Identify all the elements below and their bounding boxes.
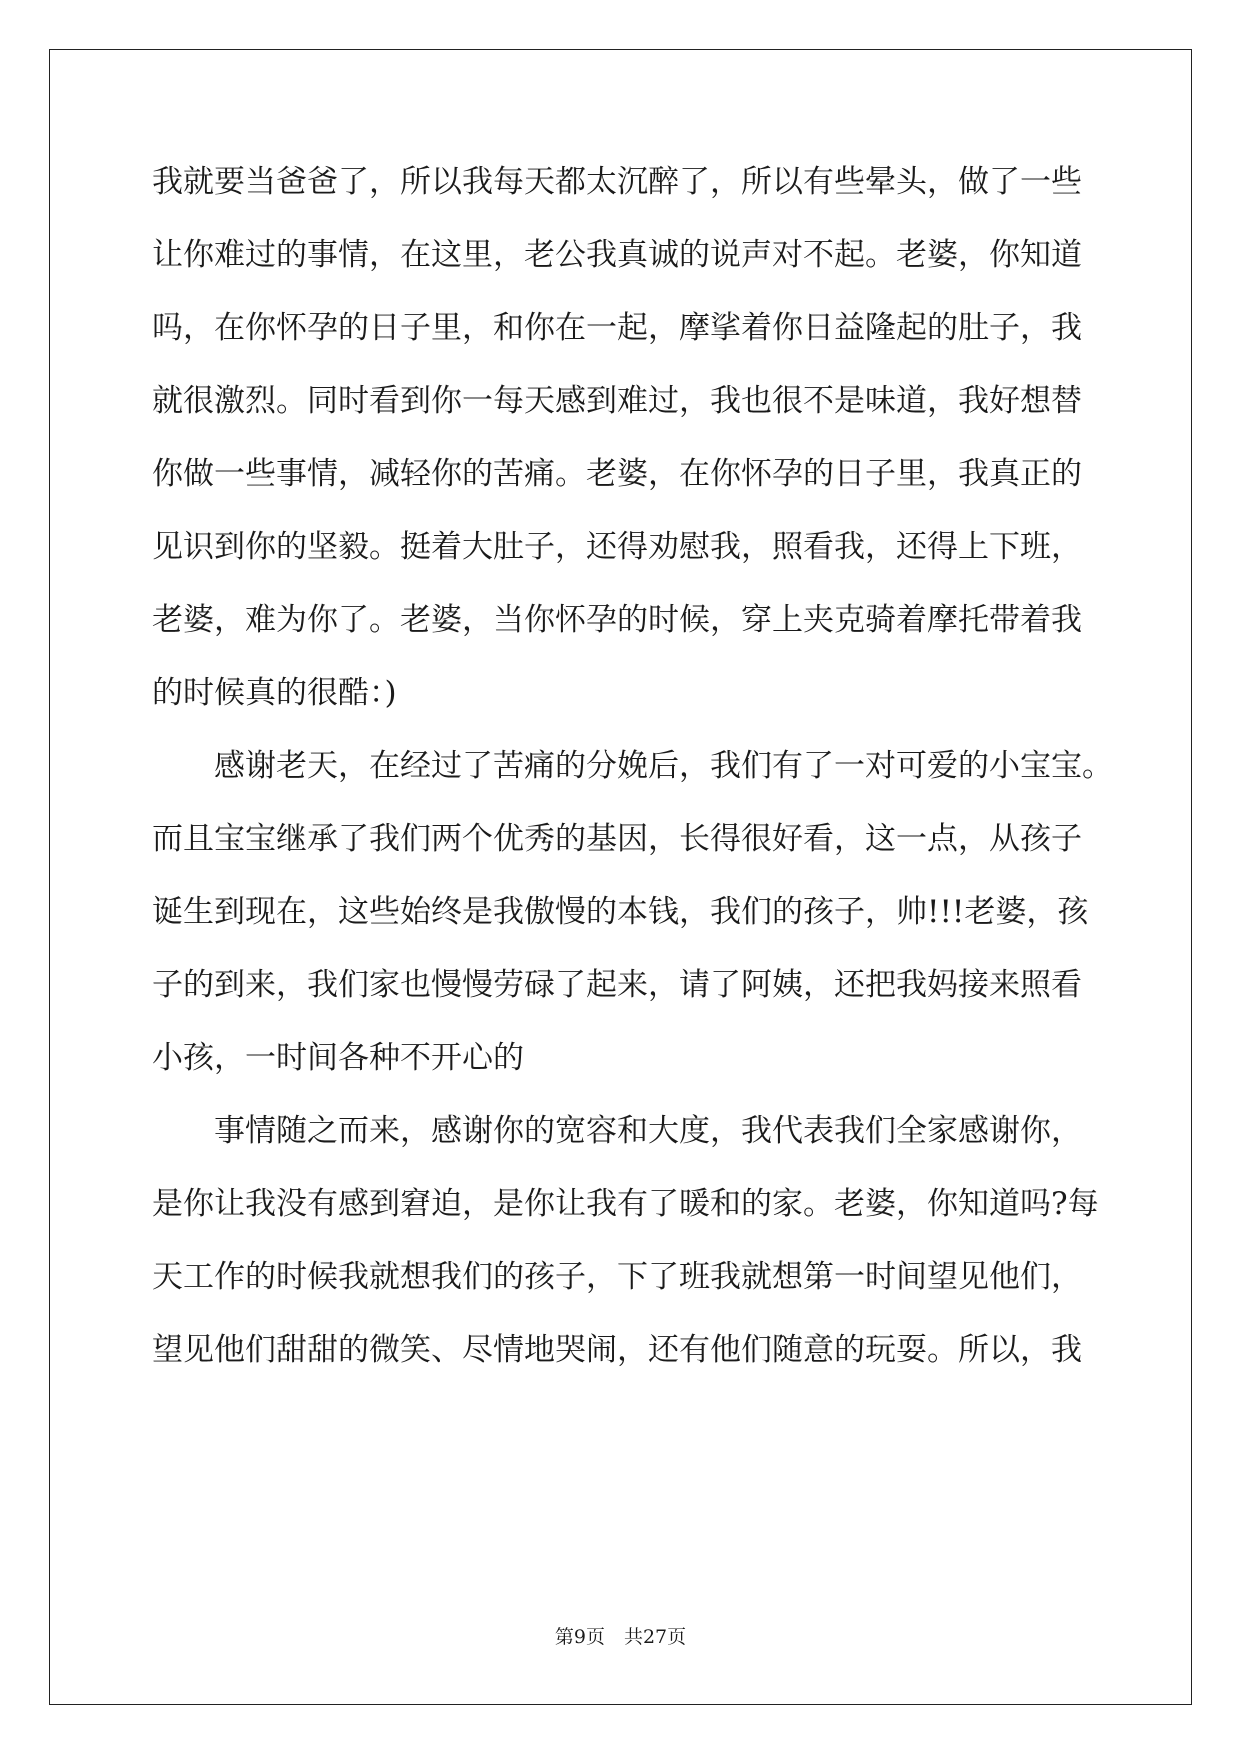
text-line: 的时候真的很酷：) bbox=[152, 675, 397, 711]
paragraph-start-line: 感谢老天，在经过了苦痛的分娩后，我们有了一对可爱的小宝宝。 bbox=[214, 748, 1113, 784]
text-line: 子的到来，我们家也慢慢劳碌了起来，请了阿姨，还把我妈接来照看 bbox=[152, 967, 1082, 1003]
text-line: 望见他们甜甜的微笑、尽情地哭闹，还有他们随意的玩耍。所以，我 bbox=[152, 1332, 1082, 1368]
text-line: 是你让我没有感到窘迫，是你让我有了暖和的家。老婆，你知道吗?每 bbox=[152, 1186, 1099, 1222]
text-line: 诞生到现在，这些始终是我傲慢的本钱，我们的孩子，帅!!!老婆，孩 bbox=[152, 894, 1089, 930]
paragraph-start-line: 事情随之而来，感谢你的宽容和大度，我代表我们全家感谢你， bbox=[214, 1113, 1082, 1149]
text-line: 小孩，一时间各种不开心的 bbox=[152, 1040, 524, 1076]
text-line: 而且宝宝继承了我们两个优秀的基因，长得很好看，这一点，从孩子 bbox=[152, 821, 1082, 857]
page-number-footer: 第9页 共27页 bbox=[554, 1626, 687, 1648]
text-line: 见识到你的坚毅。挺着大肚子，还得劝慰我，照看我，还得上下班， bbox=[152, 529, 1082, 565]
text-line: 你做一些事情，减轻你的苦痛。老婆，在你怀孕的日子里，我真正的 bbox=[152, 456, 1082, 492]
text-line: 我就要当爸爸了，所以我每天都太沉醉了，所以有些晕头，做了一些 bbox=[152, 164, 1082, 200]
text-line: 让你难过的事情，在这里，老公我真诚的说声对不起。老婆，你知道 bbox=[152, 237, 1082, 273]
text-line: 天工作的时候我就想我们的孩子，下了班我就想第一时间望见他们， bbox=[152, 1259, 1082, 1295]
text-line: 老婆，难为你了。老婆，当你怀孕的时候，穿上夹克骑着摩托带着我 bbox=[152, 602, 1082, 638]
text-line: 就很激烈。同时看到你一每天感到难过，我也很不是味道，我好想替 bbox=[152, 383, 1082, 419]
text-line: 吗，在你怀孕的日子里，和你在一起，摩挲着你日益隆起的肚子，我 bbox=[152, 310, 1082, 346]
page-border bbox=[49, 49, 1192, 1705]
